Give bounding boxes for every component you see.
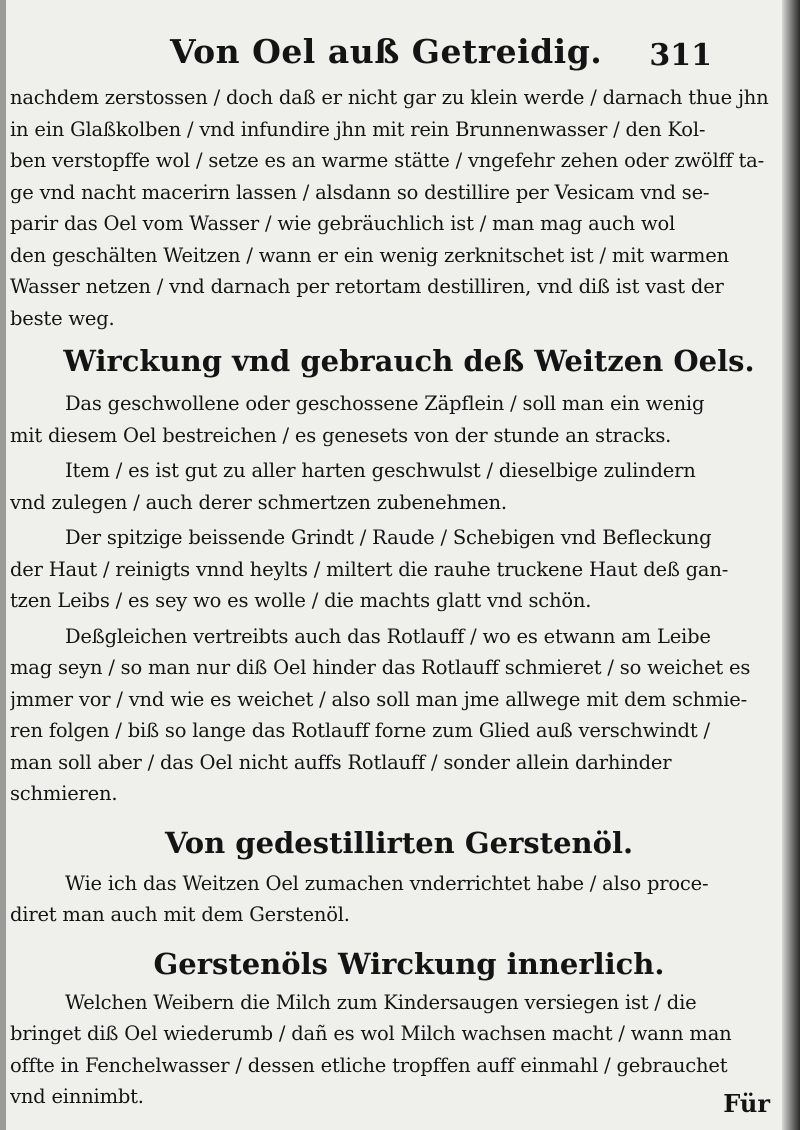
text-line: man soll aber / das Oel nicht auffs Rotlauff / sonder allein darhinder <box>10 750 672 774</box>
text-line: mag seyn / so man nur diß Oel hinder das Rotlauff schmieret / so weichet es <box>10 656 751 679</box>
page-number: 311 <box>649 38 712 73</box>
text-line: nachdem zerstossen / doch daß er nicht gar zu klein werde / darnach thue jhn <box>10 86 769 109</box>
text-line: Welchen Weibern die Milch zum Kindersaugen versiegen ist / die <box>65 990 697 1014</box>
text-line: Item / es ist gut zu aller harten geschwulst / dieselbige zulindern <box>65 459 696 482</box>
paragraph <box>10 522 778 617</box>
text-line: diret man auch mit dem Gerstenöl. <box>10 903 350 926</box>
text-line: Das geschwollene oder geschossene Zäpflein / soll man ein wenig <box>65 392 705 415</box>
text-line: Der spitzige beissende Grindt / Raude / Schebigen vnd Befleckung <box>65 526 712 549</box>
text-line: Wasser netzen / vnd darnach per retortam destilliren, vnd diß ist vast der <box>10 275 724 298</box>
text-line: der Haut / reinigts vnnd heylts / miltert die rauhe truckene Haut deß gan- <box>10 557 729 581</box>
page-header <box>170 28 710 74</box>
text-line: beste weg. <box>10 306 115 330</box>
text-line: ren folgen / biß so lange das Rotlauff forne zum Glied auß verschwindt / <box>10 719 710 742</box>
text-line: den geschälten Weitzen / wann er ein wenig zerknitschet ist / mit warmen <box>10 243 729 267</box>
text-line: ben verstopffe wol / setze es an warme stätte / vngefehr zehen oder zwölff ta- <box>10 149 764 172</box>
text-line: mit diesem Oel bestreichen / es genesets von der stunde an stracks. <box>10 423 672 447</box>
intro-paragraph <box>10 82 778 334</box>
paragraph <box>10 868 778 931</box>
running-title: Von Oel auß Getreidig. <box>170 32 603 71</box>
paragraph <box>10 987 778 1113</box>
paragraph <box>10 621 778 810</box>
text-line: offte in Fenchelwasser / dessen etliche tropffen auff einmahl / gebrauchet <box>10 1053 728 1077</box>
text-line: jmmer vor / vnd wie es weichet / also soll man jme allwege mit dem schmie- <box>10 687 748 711</box>
text-line: ge vnd nacht macerirn lassen / alsdann so destillire per Vesicam vnd se- <box>10 180 710 204</box>
text-line: bringet diß Oel wiederumb / dañ es wol Milch wachsen macht / wann man <box>10 1022 732 1045</box>
section-heading-gerstenoel: Von gedestillirten Gerstenöl. <box>164 825 634 860</box>
section-heading-weitzen-oel: Wirckung vnd gebrauch deß Weitzen Oels. <box>63 344 755 378</box>
page-body <box>10 82 778 1113</box>
paragraph <box>10 388 778 451</box>
text-line: tzen Leibs / es sey wo es wolle / die machts glatt vnd schön. <box>10 589 592 612</box>
text-line: in ein Glaßkolben / vnd infundire jhn mit rein Brunnenwasser / den Kol- <box>10 117 706 141</box>
page-left-edge <box>0 0 6 1130</box>
page-right-edge <box>782 0 800 1130</box>
paragraph <box>10 455 778 518</box>
text-line: vnd zulegen / auch derer schmertzen zubenehmen. <box>10 490 507 514</box>
text-line: parir das Oel vom Wasser / wie gebräuchlich ist / man mag auch wol <box>10 212 676 235</box>
text-line: Deßgleichen vertreibts auch das Rotlauff / wo es etwann am Leibe <box>65 624 711 648</box>
catchword: Für <box>723 1089 770 1118</box>
section-heading-gerstenoel-wirckung: Gerstenöls Wirckung innerlich. <box>153 946 665 981</box>
text-line: schmieren. <box>10 782 118 805</box>
text-line: vnd einnimbt. <box>10 1085 144 1108</box>
text-line: Wie ich das Weitzen Oel zumachen vnderrichtet habe / also proce- <box>65 871 709 895</box>
